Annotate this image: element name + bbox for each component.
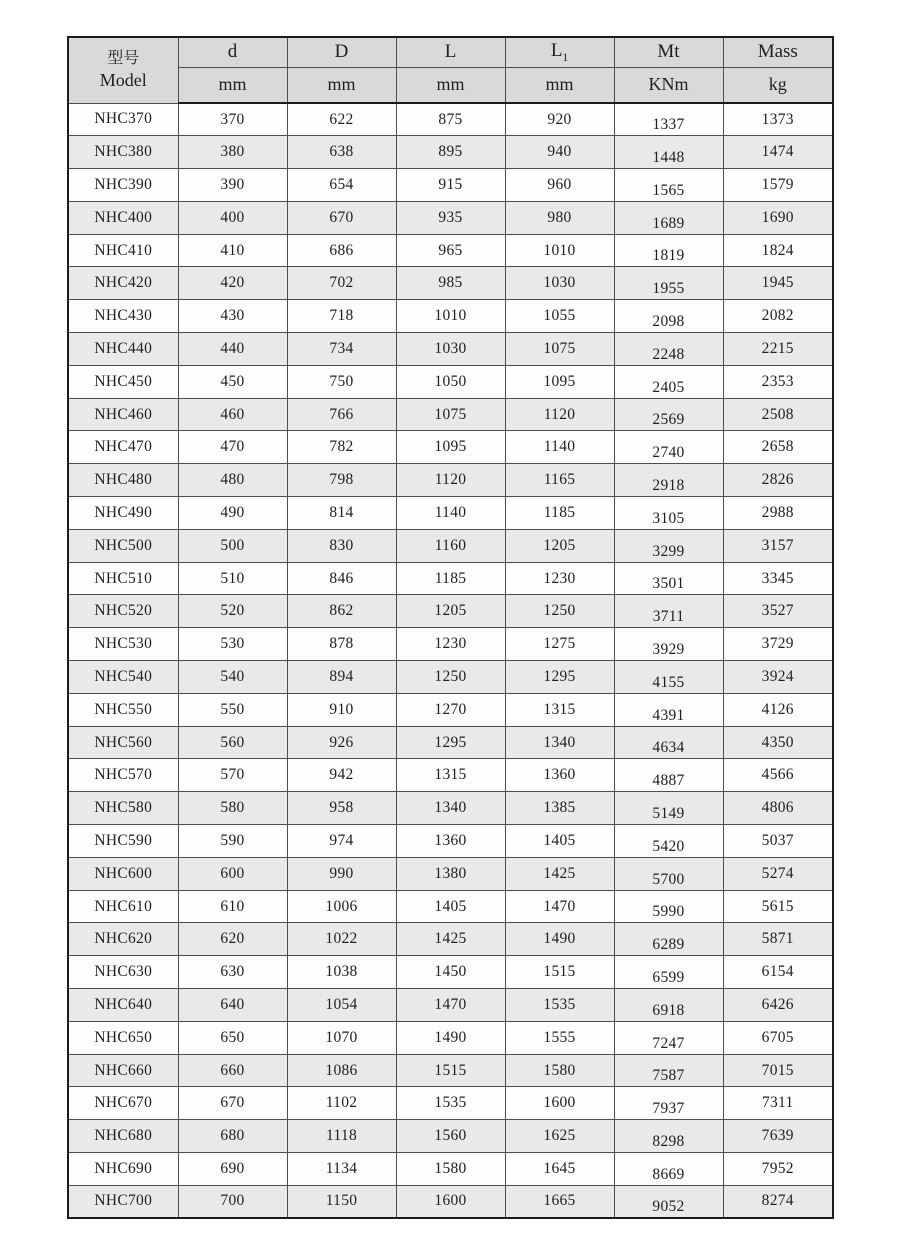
model-cell: NHC440	[68, 333, 178, 366]
value-cell: 5700	[614, 857, 723, 890]
value-cell: 8274	[723, 1185, 833, 1218]
value-cell: 1205	[396, 595, 505, 628]
value-cell: 1380	[396, 857, 505, 890]
value-cell: 1360	[505, 759, 614, 792]
table-row	[68, 136, 833, 169]
table-row	[68, 1021, 833, 1054]
value-cell: 3527	[723, 595, 833, 628]
value-cell: 1050	[396, 365, 505, 398]
value-cell: 6705	[723, 1021, 833, 1054]
value-cell: 5420	[614, 825, 723, 858]
value-cell: 830	[287, 529, 396, 562]
value-cell: 600	[178, 857, 287, 890]
model-cell: NHC420	[68, 267, 178, 300]
value-cell: 3299	[614, 529, 723, 562]
value-cell: 550	[178, 693, 287, 726]
value-cell: 1560	[396, 1120, 505, 1153]
value-cell: 9052	[614, 1185, 723, 1218]
table-row	[68, 825, 833, 858]
model-cell: NHC520	[68, 595, 178, 628]
table-row	[68, 234, 833, 267]
table-row	[68, 792, 833, 825]
column-label-text: Mt	[657, 41, 680, 63]
value-cell: 620	[178, 923, 287, 956]
value-cell: 1250	[396, 661, 505, 694]
model-cell: NHC530	[68, 628, 178, 661]
value-cell: 1205	[505, 529, 614, 562]
value-cell: 1165	[505, 464, 614, 497]
model-cell: NHC550	[68, 693, 178, 726]
table-row	[68, 1153, 833, 1186]
header-row-units	[68, 67, 833, 103]
column-header-unit: mm	[178, 67, 287, 103]
value-cell: 638	[287, 136, 396, 169]
header-row-labels	[68, 37, 833, 67]
value-cell: 5037	[723, 825, 833, 858]
value-cell: 1120	[505, 398, 614, 431]
table-row	[68, 1185, 833, 1218]
model-cell: NHC490	[68, 497, 178, 530]
value-cell: 2740	[614, 431, 723, 464]
column-header-label	[178, 37, 287, 67]
column-header-label	[396, 37, 505, 67]
value-cell: 1250	[505, 595, 614, 628]
value-cell: 8669	[614, 1153, 723, 1186]
value-cell: 1474	[723, 136, 833, 169]
value-cell: 1022	[287, 923, 396, 956]
value-cell: 1385	[505, 792, 614, 825]
value-cell: 2082	[723, 300, 833, 333]
value-cell: 1340	[396, 792, 505, 825]
value-cell: 1010	[396, 300, 505, 333]
value-cell: 1315	[396, 759, 505, 792]
model-cell: NHC660	[68, 1054, 178, 1087]
value-cell: 1030	[505, 267, 614, 300]
value-cell: 1470	[396, 989, 505, 1022]
column-label-subscript: 1	[562, 52, 569, 65]
table-row	[68, 956, 833, 989]
value-cell: 1140	[505, 431, 614, 464]
value-cell: 520	[178, 595, 287, 628]
value-cell: 610	[178, 890, 287, 923]
value-cell: 910	[287, 693, 396, 726]
value-cell: 1580	[505, 1054, 614, 1087]
value-cell: 4887	[614, 759, 723, 792]
value-cell: 3345	[723, 562, 833, 595]
table-body	[68, 103, 833, 1218]
model-cell: NHC570	[68, 759, 178, 792]
column-label-text: L	[550, 40, 563, 62]
value-cell: 5871	[723, 923, 833, 956]
value-cell: 686	[287, 234, 396, 267]
value-cell: 965	[396, 234, 505, 267]
value-cell: 1405	[396, 890, 505, 923]
value-cell: 1535	[396, 1087, 505, 1120]
spec-table	[67, 36, 834, 1219]
value-cell: 920	[505, 103, 614, 136]
value-cell: 1054	[287, 989, 396, 1022]
table-row	[68, 169, 833, 202]
value-cell: 1490	[396, 1021, 505, 1054]
value-cell: 4155	[614, 661, 723, 694]
value-cell: 1070	[287, 1021, 396, 1054]
value-cell: 1075	[396, 398, 505, 431]
value-cell: 1565	[614, 169, 723, 202]
model-cell: NHC590	[68, 825, 178, 858]
model-cell: NHC480	[68, 464, 178, 497]
value-cell: 1337	[614, 103, 723, 136]
table-row	[68, 464, 833, 497]
value-cell: 2988	[723, 497, 833, 530]
value-cell: 390	[178, 169, 287, 202]
value-cell: 1075	[505, 333, 614, 366]
value-cell: 700	[178, 1185, 287, 1218]
table-row	[68, 923, 833, 956]
value-cell: 650	[178, 1021, 287, 1054]
value-cell: 660	[178, 1054, 287, 1087]
value-cell: 980	[505, 201, 614, 234]
value-cell: 1315	[505, 693, 614, 726]
model-cell: NHC500	[68, 529, 178, 562]
value-cell: 540	[178, 661, 287, 694]
value-cell: 2215	[723, 333, 833, 366]
model-cell: NHC380	[68, 136, 178, 169]
column-label-text: Mass	[757, 41, 798, 63]
value-cell: 1270	[396, 693, 505, 726]
value-cell: 1150	[287, 1185, 396, 1218]
value-cell: 894	[287, 661, 396, 694]
value-cell: 958	[287, 792, 396, 825]
value-cell: 460	[178, 398, 287, 431]
value-cell: 7952	[723, 1153, 833, 1186]
table-row	[68, 989, 833, 1022]
value-cell: 935	[396, 201, 505, 234]
value-cell: 670	[287, 201, 396, 234]
value-cell: 1600	[396, 1185, 505, 1218]
value-cell: 1185	[396, 562, 505, 595]
value-cell: 1340	[505, 726, 614, 759]
value-cell: 1030	[396, 333, 505, 366]
model-cell: NHC650	[68, 1021, 178, 1054]
value-cell: 926	[287, 726, 396, 759]
value-cell: 1625	[505, 1120, 614, 1153]
model-cell: NHC460	[68, 398, 178, 431]
value-cell: 1690	[723, 201, 833, 234]
table-row	[68, 398, 833, 431]
value-cell: 1295	[396, 726, 505, 759]
value-cell: 766	[287, 398, 396, 431]
model-cell: NHC700	[68, 1185, 178, 1218]
value-cell: 7311	[723, 1087, 833, 1120]
value-cell: 1010	[505, 234, 614, 267]
column-header-label	[723, 37, 833, 67]
value-cell: 814	[287, 497, 396, 530]
table-row	[68, 628, 833, 661]
value-cell: 3711	[614, 595, 723, 628]
table-row	[68, 497, 833, 530]
value-cell: 5990	[614, 890, 723, 923]
table-row	[68, 726, 833, 759]
value-cell: 1580	[396, 1153, 505, 1186]
value-cell: 400	[178, 201, 287, 234]
value-cell: 3929	[614, 628, 723, 661]
value-cell: 7639	[723, 1120, 833, 1153]
model-cell: NHC470	[68, 431, 178, 464]
value-cell: 974	[287, 825, 396, 858]
value-cell: 470	[178, 431, 287, 464]
value-cell: 580	[178, 792, 287, 825]
model-cell: NHC450	[68, 365, 178, 398]
value-cell: 1425	[396, 923, 505, 956]
table-row	[68, 890, 833, 923]
column-header-unit: mm	[396, 67, 505, 103]
value-cell: 6599	[614, 956, 723, 989]
value-cell: 3729	[723, 628, 833, 661]
value-cell: 990	[287, 857, 396, 890]
value-cell: 1955	[614, 267, 723, 300]
value-cell: 1055	[505, 300, 614, 333]
value-cell: 530	[178, 628, 287, 661]
value-cell: 782	[287, 431, 396, 464]
value-cell: 670	[178, 1087, 287, 1120]
value-cell: 640	[178, 989, 287, 1022]
value-cell: 420	[178, 267, 287, 300]
table-row	[68, 661, 833, 694]
value-cell: 1450	[396, 956, 505, 989]
value-cell: 1645	[505, 1153, 614, 1186]
value-cell: 1555	[505, 1021, 614, 1054]
value-cell: 1689	[614, 201, 723, 234]
value-cell: 622	[287, 103, 396, 136]
value-cell: 1102	[287, 1087, 396, 1120]
value-cell: 370	[178, 103, 287, 136]
value-cell: 410	[178, 234, 287, 267]
table-row	[68, 529, 833, 562]
model-cell: NHC560	[68, 726, 178, 759]
value-cell: 895	[396, 136, 505, 169]
value-cell: 3105	[614, 497, 723, 530]
value-cell: 2508	[723, 398, 833, 431]
model-cell: NHC510	[68, 562, 178, 595]
value-cell: 450	[178, 365, 287, 398]
column-label-text: d	[227, 41, 238, 63]
table-header	[68, 37, 833, 103]
value-cell: 2098	[614, 300, 723, 333]
value-cell: 1134	[287, 1153, 396, 1186]
model-cell: NHC610	[68, 890, 178, 923]
value-cell: 1038	[287, 956, 396, 989]
value-cell: 1185	[505, 497, 614, 530]
table-row	[68, 333, 833, 366]
column-header-label	[287, 37, 396, 67]
value-cell: 1535	[505, 989, 614, 1022]
model-header-en: Model	[99, 70, 147, 90]
table-row	[68, 300, 833, 333]
value-cell: 3501	[614, 562, 723, 595]
value-cell: 1945	[723, 267, 833, 300]
column-header-unit: mm	[505, 67, 614, 103]
value-cell: 5274	[723, 857, 833, 890]
table-row	[68, 365, 833, 398]
table-row	[68, 1054, 833, 1087]
value-cell: 430	[178, 300, 287, 333]
value-cell: 5149	[614, 792, 723, 825]
table-row	[68, 562, 833, 595]
value-cell: 4350	[723, 726, 833, 759]
value-cell: 2658	[723, 431, 833, 464]
value-cell: 718	[287, 300, 396, 333]
value-cell: 960	[505, 169, 614, 202]
model-cell: NHC400	[68, 201, 178, 234]
value-cell: 750	[287, 365, 396, 398]
value-cell: 1295	[505, 661, 614, 694]
value-cell: 915	[396, 169, 505, 202]
value-cell: 5615	[723, 890, 833, 923]
value-cell: 798	[287, 464, 396, 497]
value-cell: 1160	[396, 529, 505, 562]
model-cell: NHC580	[68, 792, 178, 825]
value-cell: 4806	[723, 792, 833, 825]
model-cell: NHC600	[68, 857, 178, 890]
value-cell: 1470	[505, 890, 614, 923]
table-row	[68, 1120, 833, 1153]
value-cell: 1665	[505, 1185, 614, 1218]
table-row	[68, 693, 833, 726]
value-cell: 380	[178, 136, 287, 169]
table-row	[68, 595, 833, 628]
value-cell: 3157	[723, 529, 833, 562]
column-header-label	[614, 37, 723, 67]
value-cell: 1579	[723, 169, 833, 202]
value-cell: 1095	[505, 365, 614, 398]
value-cell: 1275	[505, 628, 614, 661]
value-cell: 6289	[614, 923, 723, 956]
model-cell: NHC370	[68, 103, 178, 136]
value-cell: 1448	[614, 136, 723, 169]
value-cell: 490	[178, 497, 287, 530]
value-cell: 7247	[614, 1021, 723, 1054]
column-label-text: D	[334, 41, 349, 63]
value-cell: 4391	[614, 693, 723, 726]
value-cell: 1230	[505, 562, 614, 595]
value-cell: 940	[505, 136, 614, 169]
value-cell: 942	[287, 759, 396, 792]
value-cell: 1819	[614, 234, 723, 267]
model-cell: NHC620	[68, 923, 178, 956]
value-cell: 2353	[723, 365, 833, 398]
value-cell: 702	[287, 267, 396, 300]
value-cell: 1425	[505, 857, 614, 890]
value-cell: 1405	[505, 825, 614, 858]
value-cell: 6426	[723, 989, 833, 1022]
value-cell: 690	[178, 1153, 287, 1186]
value-cell: 4566	[723, 759, 833, 792]
value-cell: 630	[178, 956, 287, 989]
value-cell: 1140	[396, 497, 505, 530]
value-cell: 2918	[614, 464, 723, 497]
model-header-zh: 型号	[107, 50, 140, 67]
value-cell: 7015	[723, 1054, 833, 1087]
value-cell: 6154	[723, 956, 833, 989]
value-cell: 590	[178, 825, 287, 858]
value-cell: 1373	[723, 103, 833, 136]
model-cell: NHC390	[68, 169, 178, 202]
table-row	[68, 267, 833, 300]
value-cell: 8298	[614, 1120, 723, 1153]
value-cell: 2405	[614, 365, 723, 398]
table-row	[68, 759, 833, 792]
model-cell: NHC410	[68, 234, 178, 267]
value-cell: 560	[178, 726, 287, 759]
value-cell: 2248	[614, 333, 723, 366]
value-cell: 878	[287, 628, 396, 661]
value-cell: 7587	[614, 1054, 723, 1087]
value-cell: 1515	[396, 1054, 505, 1087]
value-cell: 1230	[396, 628, 505, 661]
value-cell: 1515	[505, 956, 614, 989]
column-header-unit: mm	[287, 67, 396, 103]
value-cell: 480	[178, 464, 287, 497]
value-cell: 1118	[287, 1120, 396, 1153]
value-cell: 1600	[505, 1087, 614, 1120]
column-header-label	[505, 37, 614, 67]
value-cell: 6918	[614, 989, 723, 1022]
table-row	[68, 1087, 833, 1120]
value-cell: 680	[178, 1120, 287, 1153]
value-cell: 1824	[723, 234, 833, 267]
table-row	[68, 857, 833, 890]
model-cell: NHC640	[68, 989, 178, 1022]
value-cell: 1006	[287, 890, 396, 923]
value-cell: 7937	[614, 1087, 723, 1120]
model-cell: NHC690	[68, 1153, 178, 1186]
value-cell: 1490	[505, 923, 614, 956]
value-cell: 654	[287, 169, 396, 202]
column-header-unit: KNm	[614, 67, 723, 103]
model-cell: NHC540	[68, 661, 178, 694]
value-cell: 846	[287, 562, 396, 595]
value-cell: 862	[287, 595, 396, 628]
value-cell: 570	[178, 759, 287, 792]
value-cell: 4634	[614, 726, 723, 759]
model-cell: NHC670	[68, 1087, 178, 1120]
table-row	[68, 103, 833, 136]
value-cell: 3924	[723, 661, 833, 694]
value-cell: 440	[178, 333, 287, 366]
value-cell: 985	[396, 267, 505, 300]
model-column-header	[68, 37, 178, 103]
table-row	[68, 201, 833, 234]
value-cell: 1120	[396, 464, 505, 497]
model-cell: NHC680	[68, 1120, 178, 1153]
model-cell: NHC430	[68, 300, 178, 333]
value-cell: 2569	[614, 398, 723, 431]
value-cell: 1086	[287, 1054, 396, 1087]
column-label-text: L	[444, 41, 457, 63]
value-cell: 1095	[396, 431, 505, 464]
value-cell: 734	[287, 333, 396, 366]
column-header-unit: kg	[723, 67, 833, 103]
value-cell: 875	[396, 103, 505, 136]
value-cell: 2826	[723, 464, 833, 497]
value-cell: 510	[178, 562, 287, 595]
value-cell: 4126	[723, 693, 833, 726]
value-cell: 1360	[396, 825, 505, 858]
value-cell: 500	[178, 529, 287, 562]
model-cell: NHC630	[68, 956, 178, 989]
table-row	[68, 431, 833, 464]
